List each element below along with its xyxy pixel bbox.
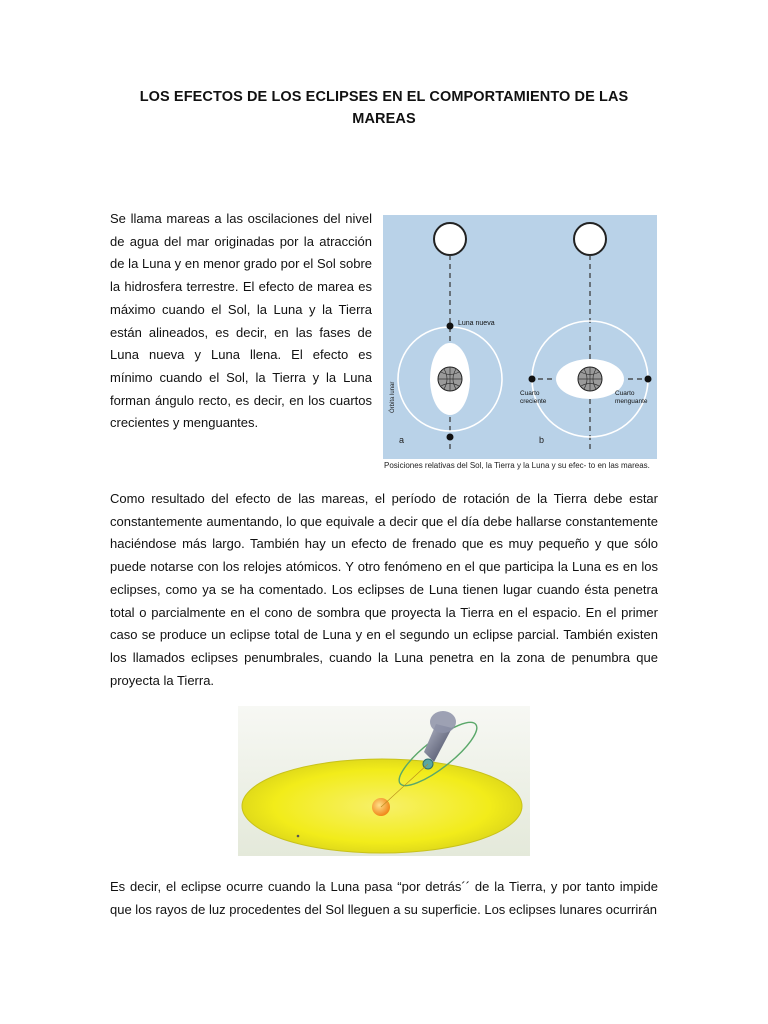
full-moon-icon-a — [447, 434, 454, 441]
first-quarter-moon-icon — [529, 376, 536, 383]
diagram-background — [383, 215, 657, 459]
tide-diagram — [383, 215, 657, 459]
paragraph-tide-effects: Como resultado del efecto de las mareas, el período de rotación de la Tierra debe estar constantemente aumentando, lo que equivale a decir que el día debe hallarse constantemente haciéndose más largo. También hay un efecto de frenado que es muy pequeño y que sólo puede notarse con los relojes atómicos. Y otro fenómeno en el que participa la Luna es en los eclipses, como ya se ha comentado. Los eclipses de Luna tienen lugar cuando ésta penetra total o parcialmente en el cono de sombra que proyecta la Tierra en el espacio. En el primer caso se produce un eclipse total de Luna y en el segundo un eclipse parcial. También existen los llamados eclipses penumbrales, cuando la Luna penetra en la zona de penumbra que proyecta la Tierra. — [110, 491, 658, 688]
label-cuarto-menguante-2: menguante — [615, 398, 648, 405]
paragraph-intro: Se llama mareas a las oscilaciones del nivel de agua del mar originadas por la atracción de la Luna y en menor grado por el Sol sobre la hidrosfera terrestre. El efecto de marea es máximo cuando el Sol, la Luna y la Tierra están alineados, es decir, en las fases de Luna nueva y Luna llena. El efecto es mínimo cuando el Sol, la Tierra y la Luna forman ángulo recto, es decir, en los cuartos crecientes y menguantes. — [110, 211, 372, 431]
last-quarter-moon-icon — [645, 376, 652, 383]
label-luna-nueva: Luna nueva — [458, 320, 495, 327]
label-cuarto-menguante-1: Cuarto — [615, 390, 635, 397]
new-moon-icon — [447, 323, 454, 330]
label-panel-a: a — [399, 435, 405, 445]
sun-icon-a — [434, 223, 466, 255]
page-title: LOS EFECTOS DE LOS ECLIPSES EN EL COMPORTAMIENTO DE LAS MAREAS — [139, 89, 629, 127]
sun-icon-b — [574, 223, 606, 255]
tide-positions-figure — [383, 215, 657, 487]
label-cuarto-creciente-1: Cuarto — [520, 390, 540, 397]
label-cuarto-creciente-2: creciente — [520, 398, 547, 405]
eclipse-figure — [238, 706, 530, 856]
small-marker — [297, 835, 300, 838]
penumbra-shadow — [430, 711, 456, 733]
paragraph-eclipse: Es decir, el eclipse ocurre cuando la Luna pasa “por detrás´´ de la Tierra, y por tanto impide que los rayos de luz procedentes del Sol lleguen a su superficie. Los eclipses lunares ocurrirán — [110, 879, 658, 917]
tide-figure-caption: Posiciones relativas del Sol, la Tierra y la Luna y su efec- to en las mareas. — [384, 461, 650, 470]
label-orbita-lunar: Órbita lunar — [390, 381, 396, 413]
label-panel-b: b — [539, 435, 545, 445]
